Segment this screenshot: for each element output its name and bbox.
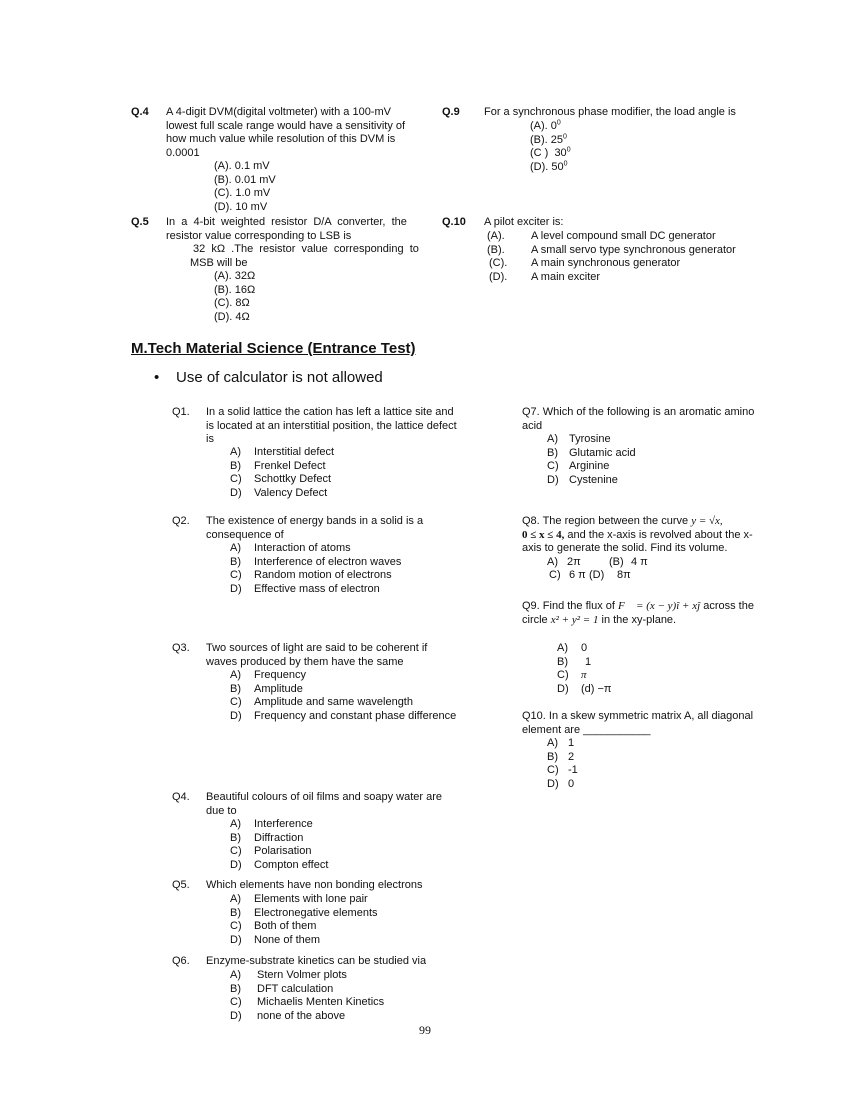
question-block (172, 515, 482, 605)
answer-options (522, 556, 782, 583)
question-text: In a solid lattice the cation has left a lattice site and is located at an interstitial position, the lattice defect is (206, 406, 457, 446)
answer-options (530, 120, 571, 174)
option: C) Michaelis Menten Kinetics (230, 996, 385, 1009)
option: C) Schottky Defect (230, 473, 332, 486)
option: B) Amplitude (230, 682, 303, 695)
option: C) Random motion of electrons (230, 569, 392, 582)
answer-options (230, 446, 334, 500)
option: C) Polarisation (230, 845, 312, 858)
question-text: The existence of energy bands in a solid is a consequence of (206, 515, 424, 541)
bullet-icon: • (154, 369, 160, 386)
option: D) 0 (547, 777, 575, 790)
question-number: Q6. (172, 955, 190, 967)
option: A) Elements with lone pair (230, 893, 368, 905)
option: D) Cystenine (547, 473, 618, 486)
question-text: Q7. Which of the following is an aromatic amino acid (522, 406, 755, 432)
question-block-q8 (522, 515, 782, 583)
option: (D). A main exciter (489, 270, 601, 283)
question-text: A 4-digit DVM(digital voltmeter) with a 100-mV lowest full scale range would have a sensitivity of how much value while resolution of this DVM is 0.0001 (166, 106, 406, 159)
option: B) 1 (557, 655, 592, 668)
question-number: Q4. (172, 791, 190, 803)
option-row: A) 2π (B) 4 π (547, 555, 648, 568)
option: B) Electronegative elements (230, 906, 378, 919)
answer-options (230, 818, 328, 872)
option: B) 2 (547, 750, 575, 763)
question-text: Which elements have non bonding electrons (206, 879, 423, 891)
question-block-q10 (522, 710, 782, 792)
option: B) Frenkel Defect (230, 459, 326, 472)
section-heading: M.Tech Material Science (Entrance Test) (131, 340, 416, 357)
math-expression: x² + y² = 1 (550, 613, 599, 626)
option: D) Valency Defect (230, 486, 328, 499)
option: A) Interference (230, 818, 313, 830)
option: (A). A level compound small DC generator (487, 230, 716, 242)
option: A) Interaction of atoms (230, 542, 351, 554)
question-block (172, 791, 482, 871)
option: B) DFT calculation (230, 982, 334, 995)
question-number: Q.10 (442, 216, 466, 228)
page-number: 99 (419, 1023, 431, 1037)
question-block (172, 955, 482, 1025)
question-number: Q5. (172, 879, 190, 891)
option: (D). $50^0$ (530, 159, 568, 173)
option: (B). A small servo type synchronous generator (487, 243, 736, 256)
option: C) Amplitude and same wavelength (230, 696, 413, 709)
option: (A). 32Ω (214, 270, 256, 282)
question-text: For a synchronous phase modifier, the load angle is (484, 106, 736, 118)
option: B) Diffraction (230, 831, 304, 844)
question-text: Two sources of light are said to be coherent if waves produced by them have the same (206, 642, 428, 668)
option: (C). 8Ω (214, 297, 250, 309)
question-number: Q1. (172, 406, 190, 418)
option-row: C) 6 π (D) 8π (549, 569, 631, 582)
option: C) -1 (547, 764, 578, 777)
question-block-q7 (522, 406, 782, 488)
answer-options (522, 433, 782, 487)
answer-options (214, 270, 255, 324)
option: A) Tyrosine (547, 433, 611, 446)
option: (B). $25^0$ (530, 132, 567, 146)
question-block (172, 406, 482, 506)
question-text: Q10. In a skew symmetric matrix A, all diagonal element are ___________ (522, 710, 754, 736)
option: D) None of them (230, 933, 321, 946)
question-number: Q3. (172, 642, 190, 654)
option: (D). 4Ω (214, 310, 250, 323)
option: D) none of the above (230, 1009, 346, 1022)
question-block-q9 (522, 600, 792, 697)
question-number: Q.9 (442, 106, 460, 118)
math-expression: F⃗ = (x − y)î + xĵ (618, 600, 701, 612)
option: A) 1 (547, 737, 575, 750)
question-number: Q.4 (131, 106, 149, 118)
answer-options (214, 160, 276, 214)
answer-options (230, 542, 401, 596)
math-expression: y = √x, (691, 515, 723, 527)
answer-options (487, 230, 736, 284)
option: D) Compton effect (230, 858, 329, 871)
question-text: Q8. The region between the curve y = √x, 0 ≤ x ≤ 4, and the x-axis is revolved about the x- axis to generate the solid. Find its volume. (522, 515, 753, 555)
option: A) Frequency (230, 669, 306, 681)
option: D) Effective mass of electron (230, 582, 380, 595)
option: C) Both of them (230, 920, 317, 933)
option: (A). $0^0$ (530, 119, 561, 132)
answer-options (522, 737, 782, 791)
option: D) Frequency and constant phase difference (230, 709, 457, 722)
option: (C). 1.0 mV (214, 187, 271, 199)
question-block (172, 642, 482, 732)
option: (B). 0.01 mV (214, 173, 276, 186)
option: (C ) $30^0$ (530, 146, 571, 159)
option: C) Arginine (547, 460, 610, 473)
math-expression: 0 ≤ x ≤ 4, (522, 528, 565, 541)
answer-options (230, 893, 378, 947)
option: (D). 10 mV (214, 200, 268, 213)
option: A) Interstitial defect (230, 446, 335, 458)
option: (C). A main synchronous generator (489, 257, 681, 269)
question-number: Q2. (172, 515, 190, 527)
question-text: A pilot exciter is: (484, 216, 564, 228)
instruction-bullet: • Use of calculator is not allowed (154, 369, 383, 386)
question-text: Beautiful colours of oil films and soapy water are due to (206, 791, 443, 817)
option: B) Interference of electron waves (230, 555, 402, 568)
question-text: In a 4-bit weighted resistor D/A converter, the resistor value corresponding to LSB is 32 kΩ .The resistor value corresponding to MSB will be (166, 216, 419, 269)
question-block (172, 879, 482, 949)
option: (A). 0.1 mV (214, 160, 270, 172)
option: (B). 16Ω (214, 283, 256, 296)
option: D) (d) −π (557, 682, 612, 695)
question-text: Q9. Find the flux of F⃗ = (x − y)î + xĵ across the circle x² + y² = 1 in the xy-plane. (522, 600, 754, 626)
answer-options (230, 969, 384, 1023)
option: C) π (557, 669, 587, 682)
answer-options (522, 642, 792, 696)
option: A) Stern Volmer plots (230, 969, 347, 981)
question-text: Enzyme-substrate kinetics can be studied via (206, 955, 427, 967)
answer-options (230, 669, 456, 723)
option: A) 0 (557, 642, 588, 655)
question-number: Q.5 (131, 216, 149, 228)
option: B) Glutamic acid (547, 446, 636, 459)
